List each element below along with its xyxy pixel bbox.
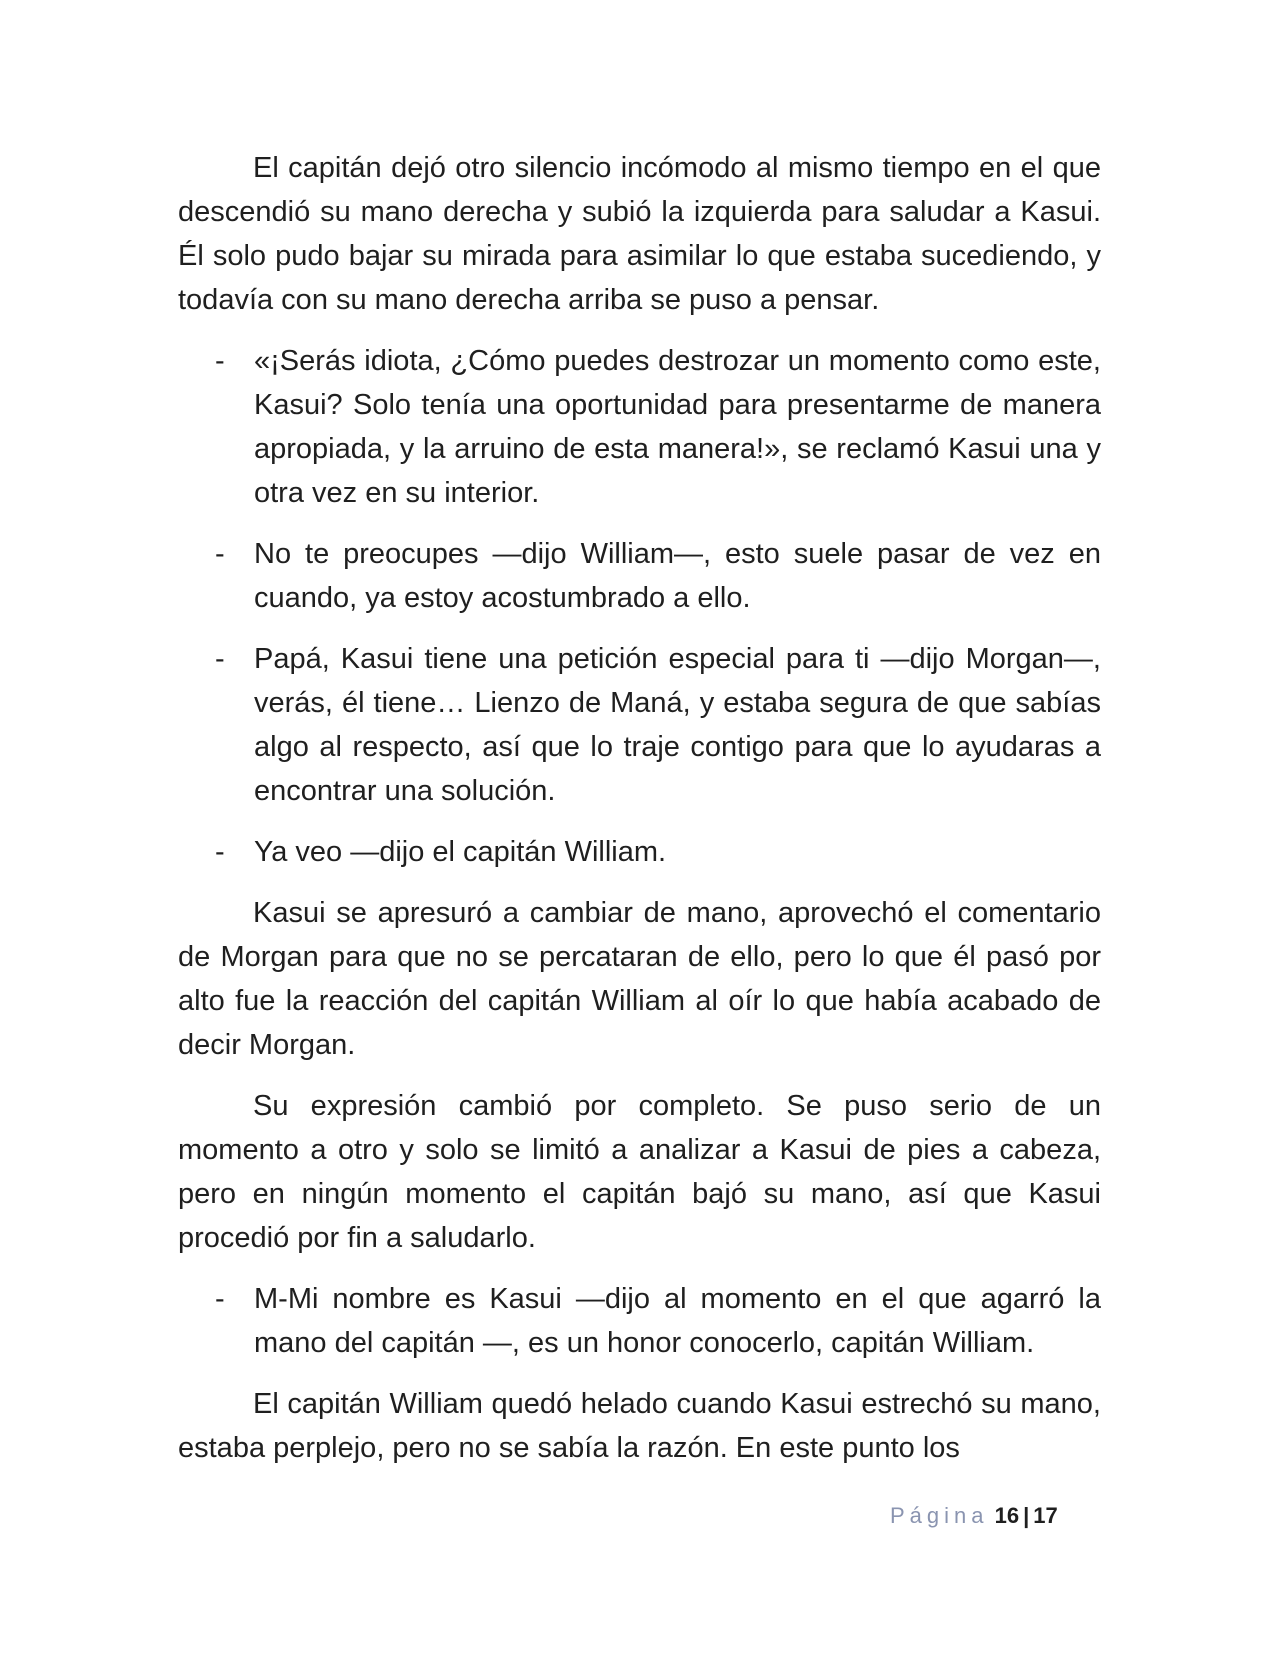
page-footer [890, 1502, 1058, 1530]
dialogue-line [178, 830, 1101, 874]
narrative-paragraph: El capitán William quedó helado cuando Kasui estrechó su mano, estaba perplejo, pero no se sabía la razón. En este punto los [178, 1388, 1101, 1464]
dialogue-text: M-Mi nombre es Kasui —dijo al momento en el que agarró la mano del capitán —, es un honor conocerlo, capitán William. [254, 1283, 1101, 1359]
dialogue-line [178, 532, 1101, 620]
narrative-paragraph: El capitán dejó otro silencio incómodo al mismo tiempo en el que descendió su mano derecha y subió la izquierda para saludar a Kasui. Él solo pudo bajar su mirada para asimilar lo que estaba sucediendo, y todavía con su mano derecha arriba se puso a pensar. [178, 152, 1101, 316]
dialogue-dash: - [215, 345, 225, 377]
dialogue-line [178, 637, 1101, 813]
dialogue-line [178, 1277, 1101, 1365]
dialogue-dash: - [215, 643, 225, 675]
dialogue-text: No te preocupes —dijo William—, esto suele pasar de vez en cuando, ya estoy acostumbrado a ello. [254, 538, 1101, 614]
page-number: 16 [994, 1503, 1020, 1528]
dialogue-text: Ya veo —dijo el capitán William. [254, 836, 667, 868]
page-label: Página [890, 1503, 989, 1528]
page-body [178, 146, 1101, 1470]
narrative-paragraph: Kasui se apresuró a cambiar de mano, aprovechó el comentario de Morgan para que no se percataran de ello, pero lo que él pasó por alto fue la reacción del capitán William al oír lo que había acabado de decir Morgan. [178, 897, 1101, 1061]
dialogue-dash: - [215, 836, 225, 868]
narrative-paragraph: Su expresión cambió por completo. Se puso serio de un momento a otro y solo se limitó a analizar a Kasui de pies a cabeza, pero en ningún momento el capitán bajó su mano, así que Kasui procedió por fin a saludarlo. [178, 1090, 1101, 1254]
dialogue-text: «¡Serás idiota, ¿Cómo puedes destrozar un momento como este, Kasui? Solo tenía una oportunidad para presentarme de manera apropiada, y la arruino de esta manera!», se reclamó Kasui una y otra vez en su interior. [254, 345, 1101, 509]
page-separator: | [1023, 1503, 1030, 1528]
dialogue-line [178, 339, 1101, 515]
dialogue-dash: - [215, 538, 225, 570]
dialogue-text: Papá, Kasui tiene una petición especial para ti —dijo Morgan—, verás, él tiene… Lienzo de Maná, y estaba segura de que sabías algo al respecto, así que lo traje contigo para que lo ayudaras a encontrar una solución. [254, 643, 1101, 807]
total-pages: 17 [1033, 1503, 1058, 1528]
dialogue-dash: - [215, 1283, 225, 1315]
